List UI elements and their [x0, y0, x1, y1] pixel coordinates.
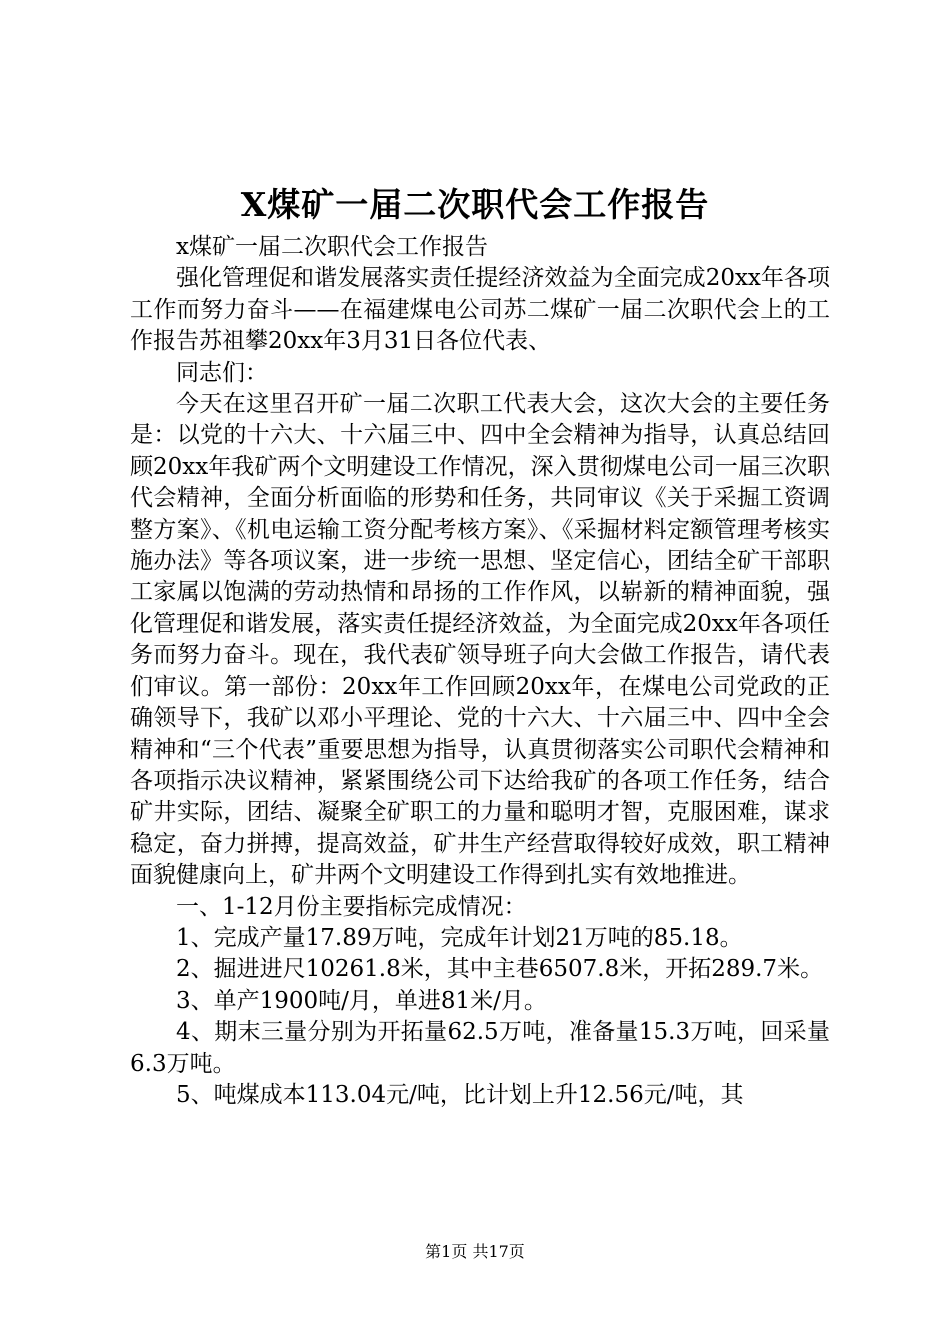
paragraph-main: 今天在这里召开矿一届二次职工代表大会，这次大会的主要任务是：以党的十六大、十六届三中、四中全会精神为指导，认真总结回顾20xx年我矿两个文明建设工作情况，深入贯彻煤电公司一届三次职代会精神，全面分析面临的形势和任务，共同审议《关于采掘工资调整方案》、《机电运输工资分配考核方案》、《采掘材料定额管理考核实施办法》等各项议案，进一步统一思想、坚定信心，团结全矿干部职工家属以饱满的劳动热情和昂扬的工作作风，以崭新的精神面貌，强化管理促和谐发展，落实责任提经济效益，为全面完成20xx年各项任务而努力奋斗。现在，我代表矿领导班子向大会做工作报告，请代表们审议。第一部份：20xx年工作回顾20xx年，在煤电公司党政的正确领导下，我矿以邓小平理论、党的十六大、十六届三中、四中全会精神和“三个代表”重要思想为指导，认真贯彻落实公司职代会精神和各项指示决议精神，紧紧围绕公司下达给我矿的各项工作任务，结合矿井实际，团结、凝聚全矿职工的力量和聪明才智，克服困难，谋求稳定，奋力拼搏，提高效益，矿井生产经营取得较好成效，职工精神面貌健康向上，矿井两个文明建设工作得到扎实有效地推进。 — [130, 391, 830, 889]
paragraph-item-1: 1、完成产量17.89万吨，完成年计划21万吨的85.18。 — [176, 924, 743, 951]
paragraph-salutation: 同志们： — [176, 359, 268, 386]
document-title: X煤矿一届二次职代会工作报告 — [240, 185, 710, 224]
paragraph-item-4: 4、期末三量分别为开拓量62.5万吨，准备量15.3万吨，回采量6.3万吨。 — [130, 1019, 830, 1077]
paragraph-item-3: 3、单产1900吨/月，单进81米/月。 — [176, 987, 547, 1014]
paragraph-heading: 强化管理促和谐发展落实责任提经济效益为全面完成20xx年各项工作而努力奋斗——在福建煤电公司苏二煤矿一届二次职代会上的工作报告苏祖攀20xx年3月31日各位代表、 — [130, 265, 830, 355]
paragraph-item-2: 2、掘进进尺10261.8米，其中主巷6507.8米，开拓289.7米。 — [176, 956, 824, 983]
paragraph-subtitle: x煤矿一届二次职代会工作报告 — [176, 234, 488, 260]
paragraph-section-heading: 一、1-12月份主要指标完成情况： — [176, 893, 527, 920]
document-body — [130, 232, 830, 1111]
page-number-footer: 第1页 共17页 — [425, 1242, 525, 1261]
paragraph-item-5: 5、吨煤成本113.04元/吨，比计划上升12.56元/吨，其 — [176, 1081, 744, 1108]
